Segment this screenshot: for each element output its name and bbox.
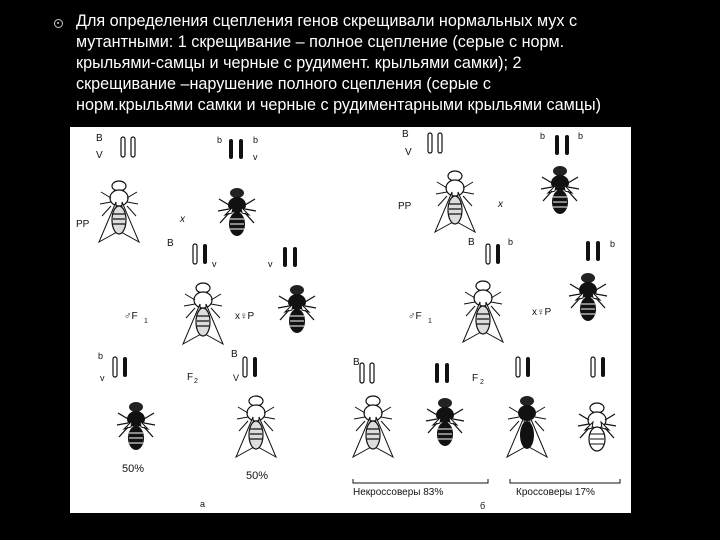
chromosome-pair-icon bbox=[516, 357, 530, 377]
percent-50-left: 50% bbox=[122, 463, 145, 475]
percent-50-right: 50% bbox=[246, 470, 269, 482]
f2-subscript: 2 bbox=[194, 378, 198, 385]
gene-v-label: v bbox=[268, 259, 273, 269]
fly-gray-normal-icon bbox=[463, 281, 503, 342]
fly-black-rudimentary-icon bbox=[569, 273, 607, 321]
gene-b-label: b bbox=[253, 135, 259, 145]
f1-label: ♂F bbox=[124, 311, 138, 322]
gene-v-label: v bbox=[100, 373, 105, 383]
f1-label: ♂F bbox=[408, 311, 422, 322]
text-line-5: норм.крыльями самки и черные с рудиментарными крыльями самцы) bbox=[76, 96, 602, 114]
female-p-label: x♀P bbox=[532, 307, 552, 318]
chromosome-pair-icon bbox=[121, 137, 135, 157]
chromosome-pair-icon bbox=[428, 133, 442, 153]
fly-gray-normal-icon bbox=[99, 181, 139, 242]
gene-b-label: B bbox=[468, 237, 475, 248]
cross-symbol: x bbox=[180, 214, 185, 225]
gene-b-label: b bbox=[508, 237, 514, 247]
female-p-label: x♀P bbox=[235, 311, 255, 322]
bracket-left bbox=[353, 479, 488, 483]
gene-v-label: V bbox=[405, 147, 412, 158]
f1-subscript: 1 bbox=[144, 318, 148, 325]
fly-black-rudimentary-icon bbox=[426, 398, 464, 446]
crossover-label: Кроссоверы 17% bbox=[516, 487, 595, 498]
fly-black-rudimentary-icon bbox=[117, 402, 155, 450]
chromosome-pair-icon bbox=[243, 357, 257, 377]
chromosome-pair-icon bbox=[360, 363, 374, 383]
text-line-4: скрещивание –нарушение полного сцепления (серые с bbox=[76, 75, 491, 93]
cross-symbol: x bbox=[498, 199, 503, 210]
fly-gray-normal-icon bbox=[183, 283, 223, 344]
fly-black-normal-wing-icon bbox=[507, 396, 547, 457]
chromosome-pair-icon bbox=[283, 247, 297, 267]
panel-a-label: а bbox=[200, 499, 206, 509]
chromosome-pair-icon bbox=[486, 244, 500, 264]
fly-gray-normal-icon bbox=[236, 396, 276, 457]
p-label: PP bbox=[76, 219, 90, 230]
fly-black-rudimentary-icon bbox=[541, 166, 579, 214]
f1-subscript: 1 bbox=[428, 318, 432, 325]
gene-v-label: v bbox=[212, 259, 217, 269]
chromosome-pair-icon bbox=[586, 241, 600, 261]
text-line-2: мутантными: 1 скрещивание – полное сцепление (серые с норм. bbox=[76, 33, 565, 51]
bullet-icon bbox=[54, 19, 63, 28]
gene-b-label: B bbox=[231, 349, 238, 360]
fly-gray-normal-icon bbox=[353, 396, 393, 457]
fly-gray-rudimentary-icon bbox=[578, 403, 616, 451]
chromosome-pair-icon bbox=[229, 139, 243, 159]
chromosome-pair-icon bbox=[435, 363, 449, 383]
panel-b-label: б bbox=[480, 501, 486, 511]
chromosome-pair-icon bbox=[193, 244, 207, 264]
gene-v-label: V bbox=[96, 150, 103, 161]
gene-b-label: B bbox=[167, 238, 174, 249]
chromosome-pair-icon bbox=[591, 357, 605, 377]
bracket-right bbox=[510, 479, 620, 483]
gene-v-label: V bbox=[233, 373, 240, 383]
gene-b-label: b bbox=[217, 135, 223, 145]
chromosome-pair-icon bbox=[113, 357, 127, 377]
noncrossover-label: Некроссоверы 83% bbox=[353, 487, 444, 498]
gene-b-label: b bbox=[540, 131, 546, 141]
gene-v-label: v bbox=[253, 152, 258, 162]
fly-black-rudimentary-icon bbox=[218, 188, 256, 236]
gene-b-label: B bbox=[402, 129, 409, 140]
f2-label: F bbox=[472, 373, 479, 384]
slide-text bbox=[76, 11, 696, 116]
f2-subscript: 2 bbox=[480, 379, 484, 386]
text-line-3: крыльями-самцы и черные с рудимент. крыльями самки); 2 bbox=[76, 54, 522, 72]
f2-label: F bbox=[187, 372, 194, 383]
chromosome-pair-icon bbox=[555, 135, 569, 155]
gene-b-label: b bbox=[578, 131, 584, 141]
gene-b-label: B bbox=[353, 357, 360, 368]
fly-gray-normal-icon bbox=[435, 171, 475, 232]
fly-black-rudimentary-icon bbox=[278, 285, 316, 333]
gene-b-label: b bbox=[98, 351, 104, 361]
gene-b-label: B bbox=[96, 133, 103, 144]
drosophila-cross-figure bbox=[70, 127, 631, 513]
text-line-1: Для определения сцепления генов скрещивали нормальных мух с bbox=[76, 12, 578, 30]
gene-b-label: b bbox=[610, 239, 616, 249]
figure-svg bbox=[70, 127, 631, 513]
p-label: PP bbox=[398, 201, 412, 212]
